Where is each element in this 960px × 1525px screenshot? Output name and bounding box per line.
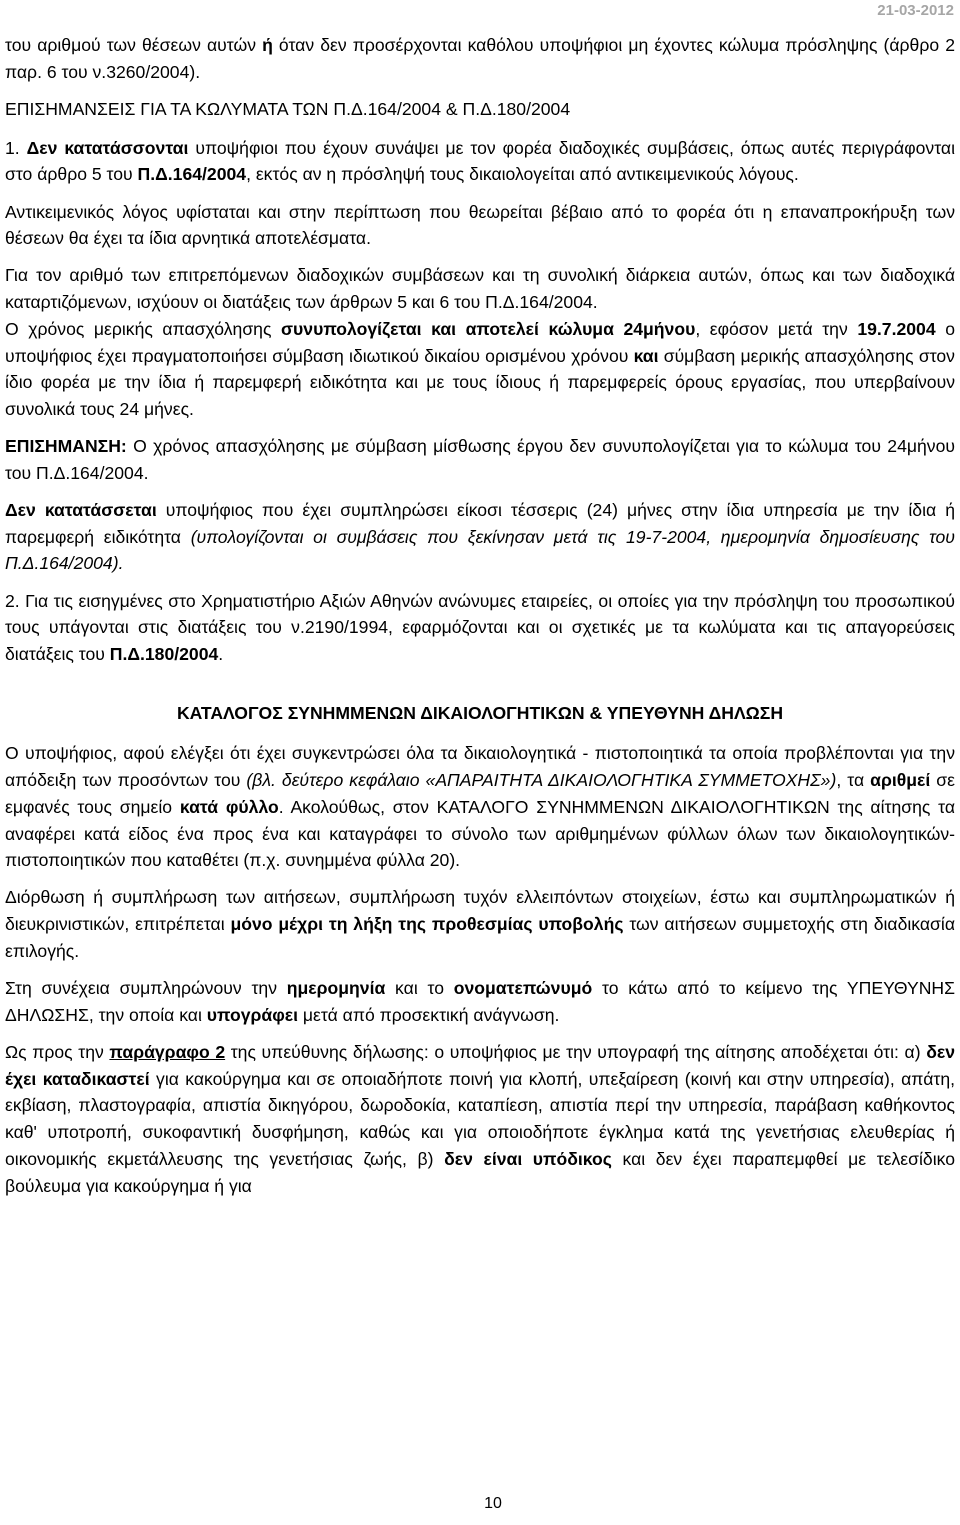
document-body — [5, 32, 955, 1210]
page-number: 10 — [484, 1495, 502, 1512]
paragraph-corrections: Διόρθωση ή συμπλήρωση των αιτήσεων, συμπλήρωση τυχόν ελλειπόντων στοιχείων, έστω και συμπληρωματικών ή διευκρινιστικών, επιτρέπεται μόνο μέχρι τη λήξη της προθεσμίας υποβολής των αιτήσεων συμμετοχής στη διαδικασία επιλογής. — [5, 887, 955, 961]
paragraph-successive-contracts: Για τον αριθμό των επιτρεπόμενων διαδοχικών συμβάσεων και τη συνολική διάρκεια αυτών, όπως και των διαδοχικά καταρτιζόμενων, ισχύουν οι διατάξεις των άρθρων 5 και 6 του Π.Δ.164/2004. — [5, 265, 955, 313]
paragraph-documents-list: Ο υποψήφιος, αφού ελέγξει ότι έχει συγκεντρώσει όλα τα δικαιολογητικά - πιστοποιητικά τα οποία προβλέπονται για την απόδειξη των προσόντων του (βλ. δεύτερο κεφάλαιο «ΑΠΑΡΑΙΤΗΤΑ ΔΙΚΑΙΟΛΟΓΗΤΙΚΑ ΣΥΜΜΕΤΟΧΗΣ»), τα αριθμεί σε εμφανές τους σημείο κατά φύλλο. Ακολούθως, στον ΚΑΤΑΛΟΓΟ ΣΥΝΗΜΜΕΝΩΝ ΔΙΚΑΙΟΛΟΓΗΤΙΚΩΝ της αίτησης τα αναφέρει κατά είδος ένα προς ένα και καταγράφει το σύνολο των αριθμημένων φύλλων όλων των δικαιολογητικών-πιστοποιητικών που καταθέτει (π.χ. συνημμένα φύλλα 20). — [5, 743, 956, 871]
paragraph-objective-reason: Αντικειμενικός λόγος υφίσταται και στην περίπτωση που θεωρείται βέβαιο από το φορέα ότι η επαναπροκήρυξη των θέσεων θα έχει τα ίδια αρνητικά αποτελέσματα. — [5, 201, 955, 249]
paragraph-signature: Στη συνέχεια συμπληρώνουν την ημερομηνία και το ονοματεπώνυμό το κάτω από το κείμενο της ΥΠΕΥΘΥΝΗΣ ΔΗΛΩΣΗΣ, την οποία και υπογράφει μετά από προσεκτική ανάγνωση. — [5, 978, 955, 1025]
paragraph-item-2: 2. Για τις εισηγμένες στο Χρηματιστήριο Αξιών Αθηνών ανώνυμες εταιρείες, οι οποίες για την πρόσληψη του προσωπικού τους υπάγονται στις διατάξεις του ν.2190/1994, εφαρμόζονται και οι σχετικές με τα κωλύματα και τις απαγορεύσεις διατάξεις του Π.Δ.180/2004. — [5, 590, 955, 665]
paragraph-item-1: 1. Δεν κατατάσσονται υποψήφιοι που έχουν συνάψει με τον φορέα διαδοχικές συμβάσεις, όπως αυτές περιγράφονται στο άρθρο 5 του Π.Δ.164/2004, εκτός αν η πρόσληψή τους δικαιολογείται από αντικειμενικούς λόγους. — [5, 137, 955, 185]
paragraph-not-ranked: Δεν κατατάσσεται υποψήφιος που έχει συμπληρώσει είκοσι τέσσερις (24) μήνες στην ίδια υπηρεσία με την ίδια ή παρεμφερή ειδικότητα (υπολογίζονται οι συμβάσεις που ξεκίνησαν μετά τις 19-7-2004, ημερομηνία δημοσίευσης του Π.Δ.164/2004). — [5, 500, 955, 574]
document-date: 21-03-2012 — [877, 2, 954, 19]
paragraph-declaration: Ως προς την παράγραφο 2 της υπεύθυνης δήλωσης: ο υποψήφιος με την υπογραφή της αίτησης αποδέχεται ότι: α) δεν έχει καταδικαστεί για κακούργημα και σε οποιαδήποτε ποινή για κλοπή, υπεξαίρεση (κοινή και στην υπηρεσία), απάτη, εκβίαση, πλαστογραφία, απιστία δικηγόρου, δωροδοκία, καταπίεση, απιστία περί την υπηρεσία, παράβαση καθήκοντος καθ' υποτροπή, συκοφαντική δυσφήμηση, καθώς και για οποιοδήποτε έγκλημα κατά της γενετήσιας ελευθερίας ή οικονομικής εκμετάλλευσης της γενετήσιας ζωής, β) δεν είναι υπόδικος και δεν έχει παραπεμφθεί με τελεσίδικο βούλευμα για κακούργημα ή για — [5, 1042, 955, 1196]
paragraph-remark: ΕΠΙΣΗΜΑΝΣΗ: Ο χρόνος απασχόλησης με σύμβαση μίσθωσης έργου δεν συνυπολογίζεται για το κώλυμα του 24μήνου του Π.Δ.164/2004. — [5, 436, 955, 483]
paragraph-positions: του αριθμού των θέσεων αυτών ή όταν δεν προσέρχονται καθόλου υποψήφιοι μη έχοντες κώλυμα πρόσληψης (άρθρο 2 παρ. 6 του ν.3260/2004). — [5, 35, 956, 82]
section-heading: ΚΑΤΑΛΟΓΟΣ ΣΥΝΗΜΜΕΝΩΝ ΔΙΚΑΙΟΛΟΓΗΤΙΚΩΝ & ΥΠΕΥΘΥΝΗ ΔΗΛΩΣΗ — [176, 702, 784, 723]
paragraph-remarks-title: ΕΠΙΣΗΜΑΝΣΕΙΣ ΓΙΑ ΤΑ ΚΩΛΥΜΑΤΑ ΤΩΝ Π.Δ.164/2004 & Π.Δ.180/2004 — [5, 98, 571, 119]
paragraph-part-time: Ο χρόνος μερικής απασχόλησης συνυπολογίζεται και αποτελεί κώλυμα 24μήνου, εφόσον μετά την 19.7.2004 ο υποψήφιος έχει πραγματοποιήσει σύμβαση ιδιωτικού δικαίου ορισμένου χρόνου και σύμβαση μερικής απασχόλησης στον ίδιο φορέα με την ίδια ή παρεμφερή ειδικότητα και με τους ίδιους ή παρεμφερείς όρους εργασίας, που υπερβαίνουν συνολικά τους 24 μήνες. — [5, 318, 955, 419]
